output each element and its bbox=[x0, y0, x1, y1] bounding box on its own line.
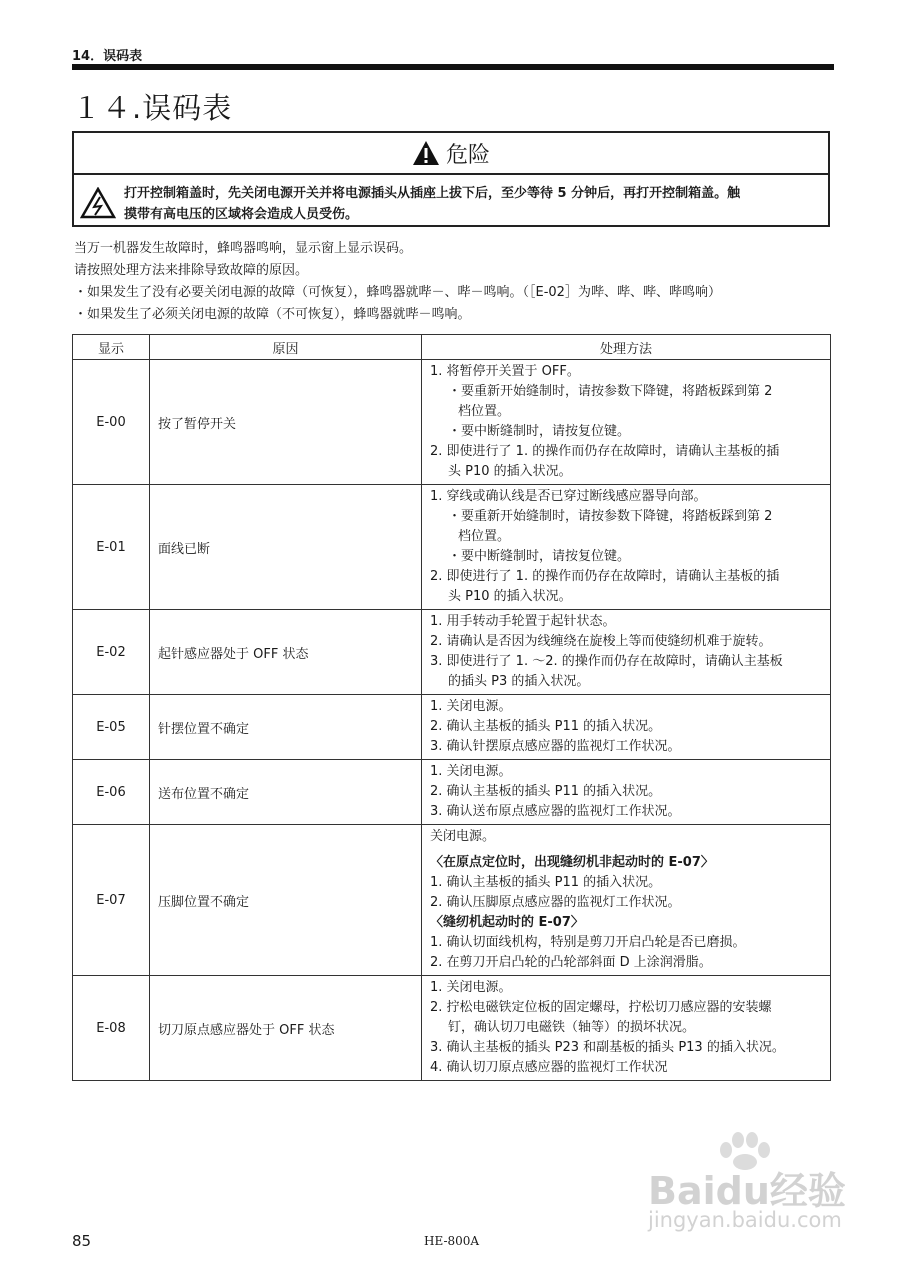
remedy-line: 1. 将暂停开关置于 OFF。 bbox=[430, 364, 580, 379]
remedy-line: 的插头 P3 的插入状况。 bbox=[448, 674, 590, 689]
remedy-line: ・要重新开始缝制时，请按参数下降键，将踏板踩到第 2 bbox=[448, 384, 773, 399]
error-code: E-00 bbox=[73, 360, 150, 485]
remedy-line: 2. 请确认是否因为线缠绕在旋梭上等而使缝纫机难于旋转。 bbox=[430, 634, 772, 649]
error-code: E-08 bbox=[73, 976, 150, 1081]
danger-box bbox=[72, 131, 830, 227]
error-cause: 切刀原点感应器处于 OFF 状态 bbox=[150, 976, 422, 1081]
page-number: 85 bbox=[72, 1232, 92, 1250]
header-cause: 原因 bbox=[150, 335, 422, 360]
danger-heading-row bbox=[74, 133, 828, 175]
remedy-line: 钉，确认切刀电磁铁（轴等）的损坏状况。 bbox=[448, 1020, 696, 1035]
error-remedy bbox=[422, 485, 831, 610]
error-cause: 压脚位置不确定 bbox=[150, 825, 422, 976]
table-header-row bbox=[73, 335, 831, 360]
table-row bbox=[73, 610, 831, 695]
table-row bbox=[73, 976, 831, 1081]
remedy-line: 3. 确认主基板的插头 P23 和副基板的插头 P13 的插入状况。 bbox=[430, 1040, 785, 1055]
remedy-line: 3. 即使进行了 1. ～2. 的操作而仍存在故障时，请确认主基板 bbox=[430, 654, 783, 669]
table-row bbox=[73, 695, 831, 760]
remedy-line: 档位置。 bbox=[458, 529, 511, 544]
remedy-line: 1. 关闭电源。 bbox=[430, 764, 512, 779]
remedy-line: ・要中断缝制时，请按复位键。 bbox=[448, 424, 631, 439]
intro-line: ・如果发生了必须关闭电源的故障（不可恢复），蜂鸣器就哔－鸣响。 bbox=[74, 307, 471, 322]
remedy-subheading: 〈在原点定位时，出现缝纫机非起动时的 E-07〉 bbox=[430, 855, 714, 870]
error-remedy bbox=[422, 695, 831, 760]
error-remedy bbox=[422, 360, 831, 485]
danger-text-line: 摸带有高电压的区域将会造成人员受伤。 bbox=[124, 207, 359, 222]
remedy-line: 2. 在剪刀开启凸轮的凸轮部斜面 D 上涂润滑脂。 bbox=[430, 955, 712, 970]
remedy-line: ・要中断缝制时，请按复位键。 bbox=[448, 549, 631, 564]
electric-shock-icon bbox=[80, 187, 116, 219]
remedy-line: 2. 即使进行了 1. 的操作而仍存在故障时，请确认主基板的插 bbox=[430, 444, 780, 459]
intro-line: 请按照处理方法来排除导致故障的原因。 bbox=[74, 263, 309, 278]
error-code: E-06 bbox=[73, 760, 150, 825]
error-cause: 起针感应器处于 OFF 状态 bbox=[150, 610, 422, 695]
error-remedy bbox=[422, 976, 831, 1081]
danger-heading: 危险 bbox=[445, 142, 490, 168]
table-row bbox=[73, 825, 831, 976]
remedy-line: 2. 即使进行了 1. 的操作而仍存在故障时，请确认主基板的插 bbox=[430, 569, 780, 584]
error-code-table bbox=[72, 334, 831, 1081]
remedy-line: 1. 确认切面线机构，特别是剪刀开启凸轮是否已磨损。 bbox=[430, 935, 746, 950]
header-rule bbox=[72, 64, 834, 70]
error-code: E-05 bbox=[73, 695, 150, 760]
intro-text bbox=[74, 238, 721, 326]
table-row bbox=[73, 360, 831, 485]
intro-line: 当万一机器发生故障时，蜂鸣器鸣响，显示窗上显示误码。 bbox=[74, 241, 413, 256]
remedy-line: ・要重新开始缝制时，请按参数下降键，将踏板踩到第 2 bbox=[448, 509, 773, 524]
remedy-line: 1. 穿线或确认线是否已穿过断线感应器导向部。 bbox=[430, 489, 707, 504]
error-cause: 针摆位置不确定 bbox=[150, 695, 422, 760]
danger-text bbox=[124, 183, 740, 225]
remedy-line: 关闭电源。 bbox=[430, 829, 496, 844]
error-remedy bbox=[422, 825, 831, 976]
remedy-line: 头 P10 的插入状况。 bbox=[448, 589, 572, 604]
watermark-brand: Baidu经验 bbox=[648, 1169, 846, 1213]
remedy-line: 2. 确认主基板的插头 P11 的插入状况。 bbox=[430, 719, 662, 734]
section-header-label: 14．误码表 bbox=[72, 49, 143, 64]
page-title: １４.误码表 bbox=[72, 91, 233, 125]
error-cause: 按了暂停开关 bbox=[150, 360, 422, 485]
remedy-line: 3. 确认送布原点感应器的监视灯工作状况。 bbox=[430, 804, 681, 819]
table-row bbox=[73, 485, 831, 610]
danger-body bbox=[74, 175, 828, 225]
danger-text-line: 打开控制箱盖时，先关闭电源开关并将电源插头从插座上拔下后，至少等待 5 分钟后，再打开控制箱盖。触 bbox=[124, 186, 741, 201]
intro-line: ・如果发生了没有必要关闭电源的故障（可恢复），蜂鸣器就哔－、哔－鸣响。（［E-02］为哔、哔、哔、哔鸣响） bbox=[74, 285, 721, 300]
watermark-url: jingyan.baidu.com bbox=[648, 1208, 842, 1232]
remedy-line: 4. 确认切刀原点感应器的监视灯工作状况 bbox=[430, 1060, 668, 1075]
error-code: E-02 bbox=[73, 610, 150, 695]
remedy-line: 2. 拧松电磁铁定位板的固定螺母，拧松切刀感应器的安装螺 bbox=[430, 1000, 772, 1015]
error-remedy bbox=[422, 760, 831, 825]
error-remedy bbox=[422, 610, 831, 695]
remedy-line: 1. 关闭电源。 bbox=[430, 699, 512, 714]
header-method: 处理方法 bbox=[422, 335, 831, 360]
remedy-line: 头 P10 的插入状况。 bbox=[448, 464, 572, 479]
remedy-line: 3. 确认针摆原点感应器的监视灯工作状况。 bbox=[430, 739, 681, 754]
remedy-subheading: 〈缝纫机起动时的 E-07〉 bbox=[430, 915, 584, 930]
header-display: 显示 bbox=[73, 335, 150, 360]
remedy-line: 2. 确认主基板的插头 P11 的插入状况。 bbox=[430, 784, 662, 799]
remedy-line: 1. 确认主基板的插头 P11 的插入状况。 bbox=[430, 875, 662, 890]
remedy-line: 2. 确认压脚原点感应器的监视灯工作状况。 bbox=[430, 895, 681, 910]
error-cause: 送布位置不确定 bbox=[150, 760, 422, 825]
remedy-line: 档位置。 bbox=[458, 404, 511, 419]
error-code: E-07 bbox=[73, 825, 150, 976]
table-row bbox=[73, 760, 831, 825]
remedy-line: 1. 关闭电源。 bbox=[430, 980, 512, 995]
remedy-line: 1. 用手转动手轮置于起针状态。 bbox=[430, 614, 616, 629]
warning-triangle-icon bbox=[412, 140, 440, 166]
error-code: E-01 bbox=[73, 485, 150, 610]
error-cause: 面线已断 bbox=[150, 485, 422, 610]
model-name: HE-800A bbox=[424, 1234, 480, 1248]
